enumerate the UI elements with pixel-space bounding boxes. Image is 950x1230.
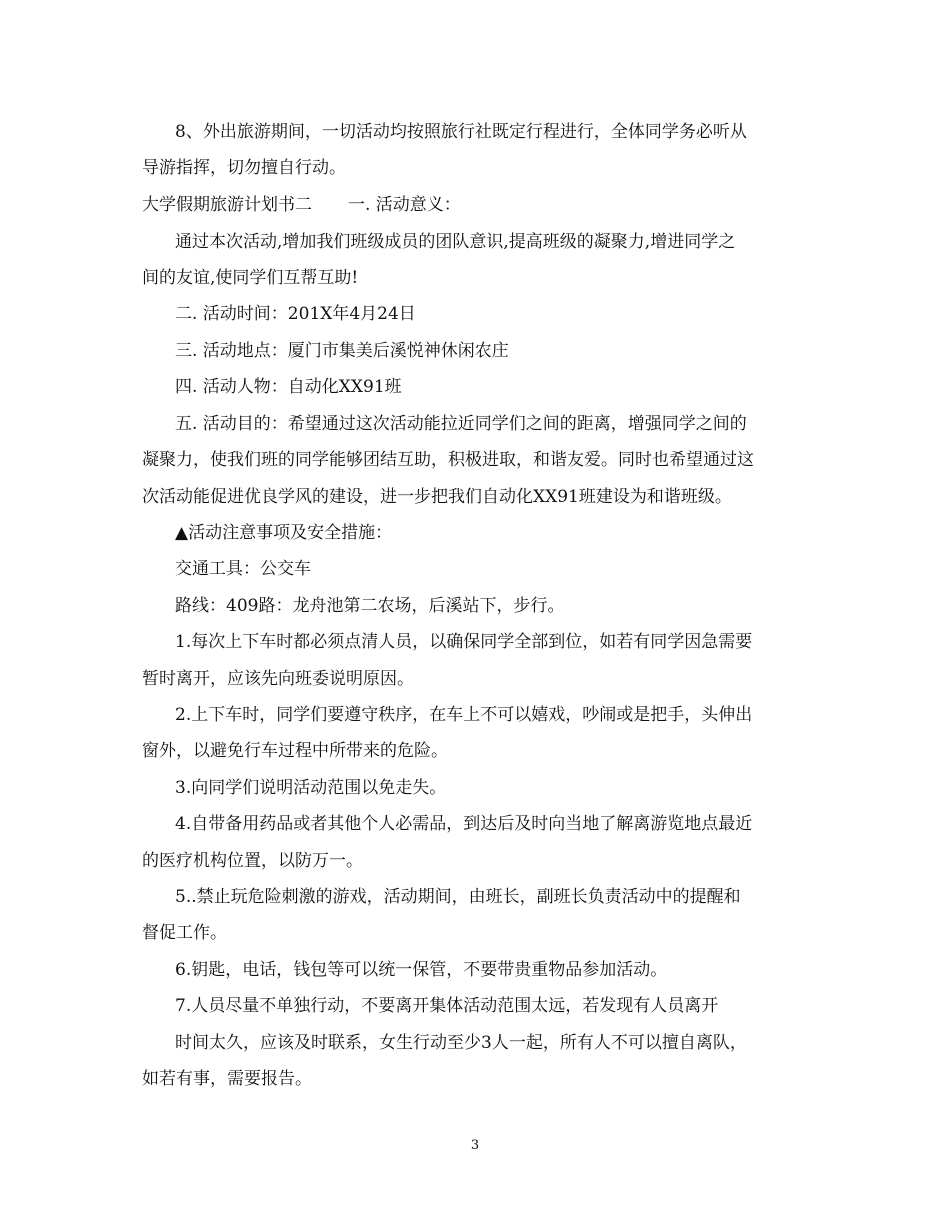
paragraph-line: 1.每次上下车时都必须点清人员，以确保同学全部到位，如若有同学因急需要	[175, 632, 753, 652]
paragraph-line: 五. 活动目的：希望通过这次活动能拉近同学们之间的距离，增强同学之间的	[175, 414, 747, 434]
paragraph-line: 时间太久，应该及时联系，女生行动至少3人一起，所有人不可以擅自离队，	[175, 1033, 747, 1053]
paragraph-line: 路线：409路：龙舟池第二农场，后溪站下，步行。	[175, 596, 565, 616]
paragraph-line: 3.向同学们说明活动范围以免走失。	[175, 778, 447, 798]
paragraph-line: 间的友谊,使同学们互帮互助!	[142, 268, 359, 288]
paragraph-line: 凝聚力，使我们班的同学能够团结互助，积极进取，和谐友爱。同时也希望通过这	[142, 450, 754, 470]
paragraph-line: 如若有事，需要报告。	[142, 1069, 312, 1089]
paragraph-line: 7.人员尽量不单独行动，不要离开集体活动范围太远，若发现有人员离开	[175, 996, 719, 1016]
page-number: 3	[470, 1138, 480, 1153]
section-subtitle: 一. 活动意义：	[348, 195, 461, 215]
paragraph-line: 导游指挥，切勿擅自行动。	[142, 158, 346, 178]
paragraph-line: 三. 活动地点：厦门市集美后溪悦神休闲农庄	[175, 341, 509, 361]
paragraph-line: 的医疗机构位置，以防万一。	[142, 851, 363, 871]
paragraph-line: 2.上下车时，同学们要遵守秩序，在车上不可以嬉戏，吵闹或是把手，头伸出	[175, 705, 753, 725]
section-title: 大学假期旅游计划书二	[142, 195, 312, 215]
paragraph-line: 通过本次活动,增加我们班级成员的团队意识,提高班级的凝聚力,增进同学之	[175, 232, 736, 252]
paragraph-line: 督促工作。	[142, 923, 227, 943]
paragraph-line: 4.自带备用药品或者其他个人必需品，到达后及时向当地了解离游览地点最近	[175, 814, 753, 834]
paragraph-line: 暂时离开，应该先向班委说明原因。	[142, 669, 414, 689]
paragraph-line: 8、外出旅游期间，一切活动均按照旅行社既定行程进行，全体同学务必听从	[175, 122, 747, 142]
paragraph-line: 交通工具：公交车	[175, 559, 311, 579]
paragraph-line: 四. 活动人物：自动化XX91班	[175, 377, 402, 397]
paragraph-line: 6.钥匙，电话，钱包等可以统一保管，不要带贵重物品参加活动。	[175, 960, 668, 980]
paragraph-line: 次活动能促进优良学风的建设，进一步把我们自动化XX91班建设为和谐班级。	[142, 487, 732, 507]
paragraph-line: ▲活动注意事项及安全措施：	[175, 523, 393, 543]
paragraph-line: 窗外，以避免行车过程中所带来的危险。	[142, 741, 448, 761]
paragraph-line: 二. 活动时间：201X年4月24日	[175, 304, 416, 324]
paragraph-line: 5..禁止玩危险刺激的游戏，活动期间，由班长，副班长负责活动中的提醒和	[175, 887, 741, 907]
section-heading	[142, 194, 461, 216]
